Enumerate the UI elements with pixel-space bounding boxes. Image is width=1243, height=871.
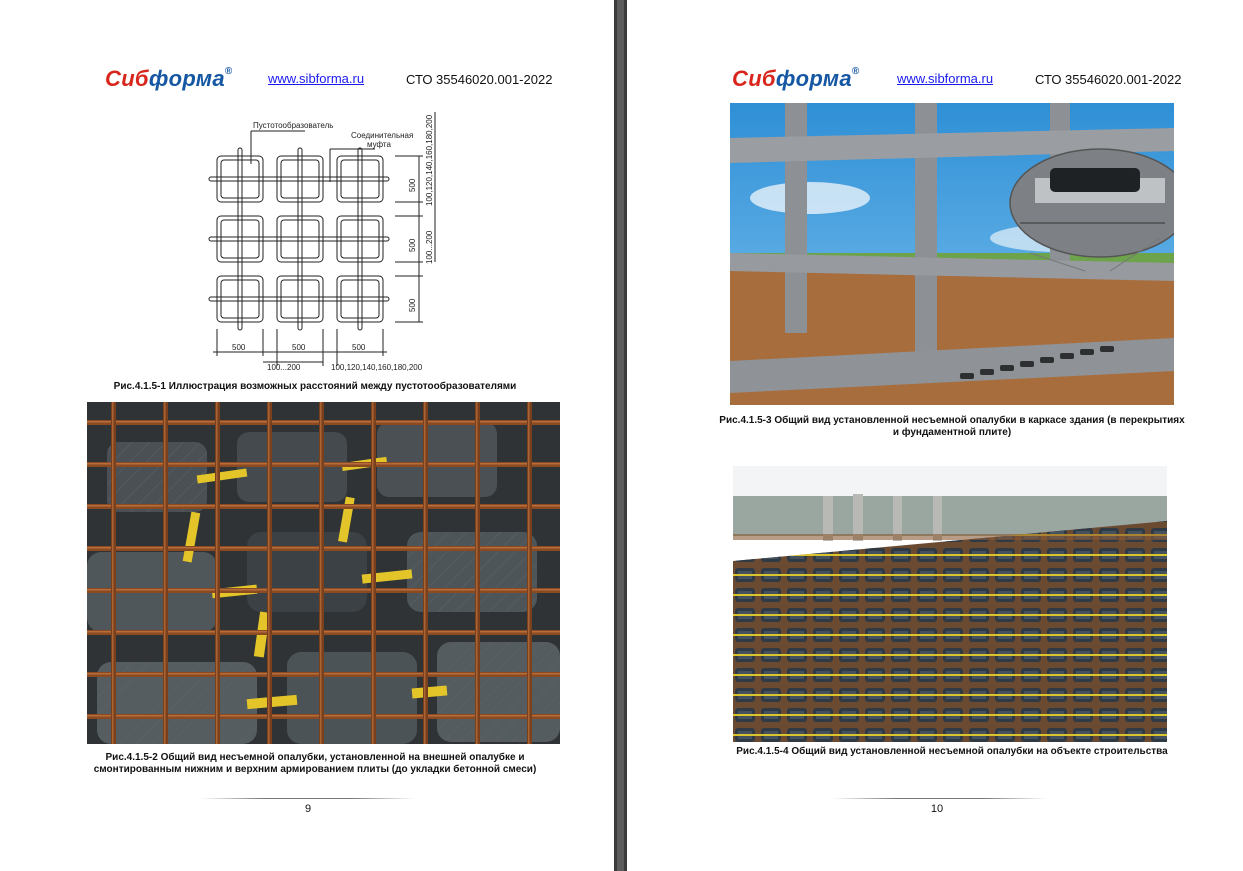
- document-page-9: [0, 0, 614, 871]
- rebar-formwork-photo: [87, 402, 560, 744]
- dim-range-bottom: 100...200: [267, 363, 301, 372]
- figure-caption-2: [60, 752, 570, 776]
- figure-caption-3-line2: и фундаментной плите): [892, 427, 1012, 438]
- void-former-spacing-diagram: [195, 104, 455, 374]
- page-divider: [614, 0, 627, 871]
- dim-500-right-2: 500: [408, 238, 417, 252]
- building-frame-render: [730, 103, 1174, 405]
- vertical-couplings: [238, 148, 362, 330]
- standard-number: СТО 35546020.001-2022: [406, 72, 553, 87]
- coupling-label-line2: муфта: [367, 140, 391, 149]
- dim-500-bottom-2: 500: [292, 343, 306, 352]
- figure-caption-4: Рис.4.1.5-4 Общий вид установленной несъемной опалубки на объекте строительства: [736, 746, 1168, 757]
- dim-500-bottom-3: 500: [352, 343, 366, 352]
- figure-caption-3: [712, 415, 1192, 439]
- void-former-label: Пустотообразователь: [253, 121, 334, 130]
- figure-caption-2-line1: Рис.4.1.5-2 Общий вид несъемной опалубки, установленной на внешней опалубке и: [105, 752, 525, 763]
- footer-rule: [200, 798, 415, 799]
- coupling-label-line1: Соединительная: [351, 131, 414, 140]
- sibforma-logo: Сибформа®: [732, 66, 860, 91]
- dim-list-bottom: 100,120,140,160,180,200: [331, 363, 423, 372]
- dim-range-right: 100...200: [425, 230, 434, 264]
- footer-rule: [832, 798, 1047, 799]
- page-number: 9: [304, 803, 312, 815]
- dim-list-right: 100,120,140,160,180,200: [425, 114, 434, 206]
- figure-caption-3-line1: Рис.4.1.5-3 Общий вид установленной несъемной опалубки в каркасе здания (в перекрытиях: [719, 415, 1185, 426]
- dim-500-right-1: 500: [408, 178, 417, 192]
- dim-500-bottom-1: 500: [232, 343, 246, 352]
- construction-site-photo: [733, 466, 1167, 742]
- figure-caption-1: Рис.4.1.5-1 Иллюстрация возможных расстояний между пустотообразователями: [113, 381, 517, 392]
- website-link[interactable]: www.sibforma.ru: [268, 71, 365, 86]
- sibforma-logo: Сибформа®: [105, 66, 233, 91]
- website-link[interactable]: www.sibforma.ru: [897, 71, 994, 86]
- document-page-10: [627, 0, 1243, 871]
- dim-500-right-3: 500: [408, 298, 417, 312]
- standard-number: СТО 35546020.001-2022: [1035, 72, 1182, 87]
- figure-caption-2-line2: смонтированным нижним и верхним армированием плиты (до укладки бетонной смеси): [93, 764, 537, 775]
- page-number: 10: [930, 803, 944, 815]
